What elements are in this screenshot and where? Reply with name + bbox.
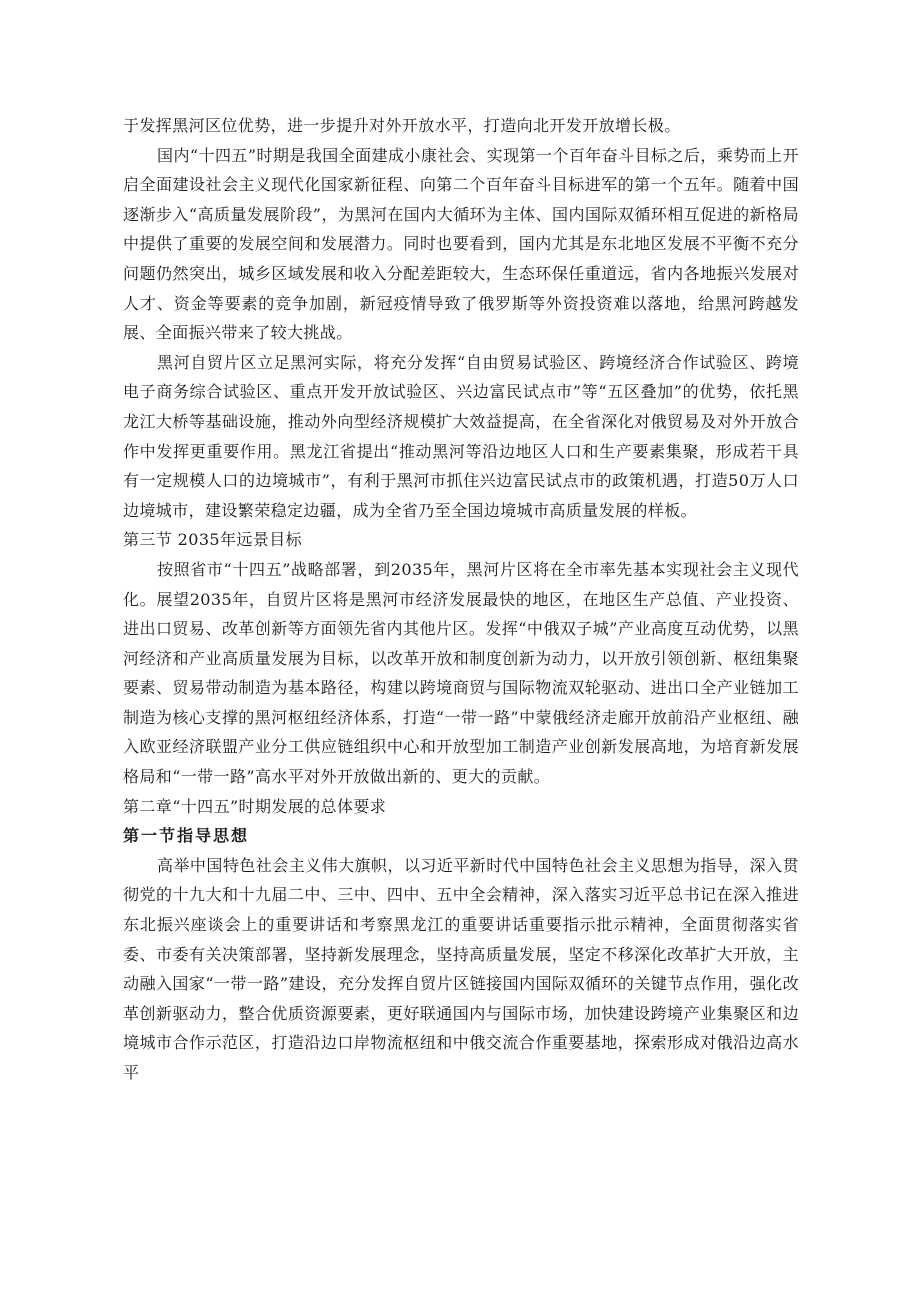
paragraph-2035-vision: 按照省市“十四五”战略部署，到2035年，黑河片区将在全市率先基本实现社会主义现代化。展望2035年，自贸片区将是黑河市经济发展最快的地区，在地区生产总值、产业投资、进出口贸易、改革创新等方面领先省内其他片区。发挥“中俄双子城”产业高度互动优势，以黑河经济和产业高质量发展为目标，以改革开放和制度创新为动力，以开放引领创新、枢纽集聚要素、贸易带动制造为基本路径，构建以跨境商贸与国际物流双轮驱动、进出口全产业链加工制造为核心支撑的黑河枢纽经济体系，打造“一带一路”中蒙俄经济走廊开放前沿产业枢纽、融入欧亚经济联盟产业分工供应链组织中心和开放型加工制造产业创新发展高地，为培育新发展格局和“一带一路”高水平对外开放做出新的、更大的贡献。: [123, 559, 799, 787]
paragraph-free-trade-zone: 黑河自贸片区立足黑河实际，将充分发挥“自由贸易试验区、跨境经济合作试验区、跨境电子商务综合试验区、重点开发开放试验区、兴边富民试点市”等“五区叠加”的优势，依托黑龙江大桥等基础设施，推动外向型经济规模扩大效益提高，在全省深化对俄贸易及对外开放合作中发挥更重要作用。黑龙江省提出“推动黑河等沿边地区人口和生产要素集聚，形成若干具有一定规模人口的边境城市”，有利于黑河市抓住兴边富民试点市的政策机遇，打造50万人口边境城市，建设繁荣稳定边疆，成为全省乃至全国边境城市高质量发展的样板。: [123, 352, 799, 520]
paragraph-guiding-ideology: 高举中国特色社会主义伟大旗帜，以习近平新时代中国特色社会主义思想为指导，深入贯彻党的十九大和十九届二中、三中、四中、五中全会精神，深入落实习近平总书记在深入推进东北振兴座谈会上的重要讲话和考察黑龙江的重要讲话重要指示批示精神，全面贯彻落实省委、市委有关决策部署，坚持新发展理念，坚持高质量发展，坚定不移深化改革扩大开放，主动融入国家“一带一路”建设，充分发挥自贸片区链接国内国际双循环的关键节点作用，强化改革创新驱动力，整合优质资源要素，更好联通国内与国际市场，加快建设跨境产业集聚区和边境城市合作示范区，打造沿边口岸物流枢纽和中俄交流合作重要基地，探索形成对俄沿边高水平: [123, 855, 799, 1082]
section-heading-2035: 第三节 2035年远景目标: [123, 530, 303, 550]
paragraph-domestic-outlook: 国内“十四五”时期是我国全面建成小康社会、实现第一个百年奋斗目标之后，乘势而上开启全面建设社会主义现代化国家新征程、向第二个百年奋斗目标进军的第一个五年。随着中国逐渐步入“高质量发展阶段”，为黑河在国内大循环为主体、国内国际双循环相互促进的新格局中提供了重要的发展空间和发展潜力。同时也要看到，国内尤其是东北地区发展不平衡不充分问题仍然突出，城乡区域发展和收入分配差距较大，生态环保任重道远，省内各地振兴发展对人才、资金等要素的竞争加剧，新冠疫情导致了俄罗斯等外资投资难以落地，给黑河跨越发展、全面振兴带来了较大挑战。: [123, 145, 799, 343]
paragraph-continuation: 于发挥黑河区位优势，进一步提升对外开放水平，打造向北开发开放增长极。: [123, 116, 681, 135]
chapter-heading-general-requirements: 第二章“十四五”时期发展的总体要求: [123, 796, 387, 816]
document-body: [123, 111, 799, 1088]
section-heading-guiding-ideology: 第一节指导思想: [123, 826, 250, 846]
